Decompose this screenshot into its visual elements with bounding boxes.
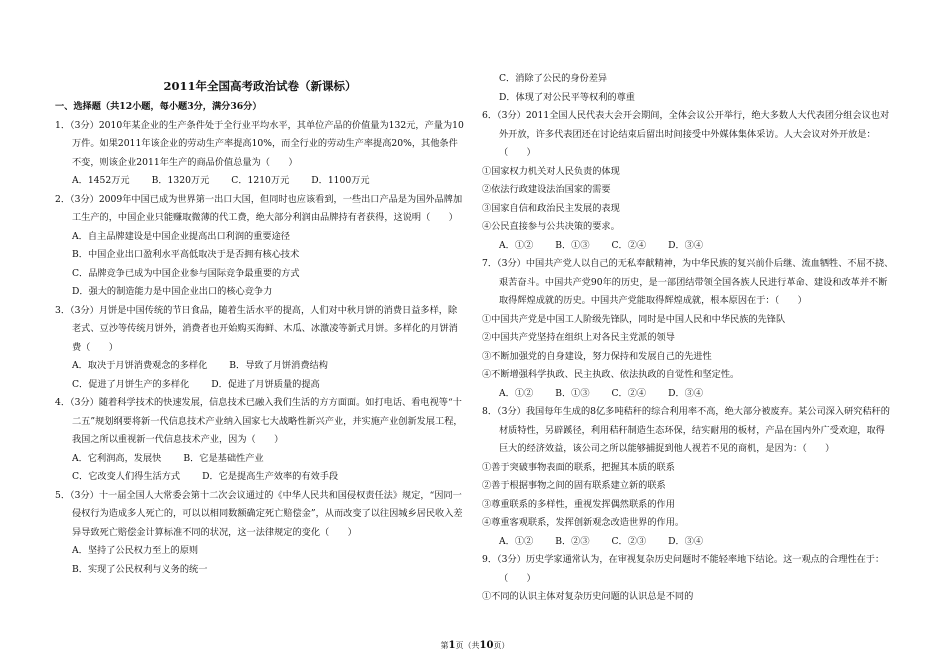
answer-option: B．它是基础性产业 bbox=[183, 452, 264, 464]
answer-option: B．中国企业出口盈利水平高低取决于是否拥有核心技术 bbox=[72, 249, 300, 260]
answer-option: C．②④ bbox=[611, 387, 647, 399]
answer-option: D．③④ bbox=[668, 239, 704, 251]
answer-option: C．品牌竞争已成为中国企业参与国际竞争最重要的方式 bbox=[72, 267, 300, 279]
answer-option: B．实现了公民权利与义务的统一 bbox=[72, 563, 208, 575]
page-number: 1 bbox=[448, 640, 456, 651]
statement-item: ①不同的认识主体对复杂历史问题的认识总是不同的 bbox=[482, 591, 694, 602]
answer-option: A．①② bbox=[499, 387, 534, 399]
right-column bbox=[482, 0, 894, 607]
answer-option: D．强大的制造能力是中国企业出口的核心竞争力 bbox=[72, 286, 273, 297]
answer-option: A．自主品牌建设是中国企业提高出口利润的重要途径 bbox=[72, 230, 290, 242]
answer-option: C．②③ bbox=[611, 535, 647, 547]
statement-item: ③尊重联系的多样性，重视发挥偶然联系的作用 bbox=[482, 498, 675, 510]
answer-option: B．1320万元 bbox=[151, 175, 210, 186]
answer-option: A．①② bbox=[499, 535, 534, 547]
answer-option: B．②③ bbox=[555, 535, 590, 547]
question-stem: 9．（3分）历史学家通常认为，在审视复杂历史问题时不能轻率地下结论。这一观点的合理性在于：（ ） bbox=[482, 554, 885, 584]
answer-options bbox=[55, 172, 465, 191]
question-stem: 4．（3分）随着科学技术的快速发展，信息技术已融入我们生活的方方面面。如打电话、看电视等“十二五”规划纲要将新一代信息技术产业纳入国家七大战略性新兴产业，并实施产业创新发展工程，我国之所以重视新一代信息技术产业，因为（ ） bbox=[55, 397, 463, 445]
answer-option: B．①③ bbox=[555, 239, 590, 251]
statement-item: ④公民直接参与公共决策的要求。 bbox=[482, 221, 620, 232]
statement-item: ④尊重客观联系，发挥创新观念改造世界的作用。 bbox=[482, 517, 685, 528]
answer-option: C．促进了月饼生产的多样化 bbox=[72, 378, 190, 390]
answer-option: A．取决于月饼消费观念的多样化 bbox=[72, 360, 208, 371]
answer-option: A．坚持了公民权力至上的原则 bbox=[72, 545, 199, 556]
statement-item: ④不断增强科学执政、民主执政、依法执政的自觉性和坚定性。 bbox=[482, 369, 740, 380]
answer-option: C．消除了公民的身份差异 bbox=[499, 73, 608, 84]
answer-option: A．①② bbox=[499, 239, 534, 251]
question-stem: 5．（3分）十一届全国人大常委会第十二次会议通过的《中华人民共和国侵权责任法》规定，“因同一侵权行为造成多人死亡的，可以以相同数额确定死亡赔偿金”，从而改变了以往因城乡居民收入差异导致死亡赔偿金计算标准不同的状况，这一法律规定的变化（ ） bbox=[55, 489, 463, 538]
statement-item: ③国家自信和政治民主发展的表现 bbox=[482, 202, 620, 214]
question-stem: 8．（3分）我国每年生成的8亿多吨秸秆的综合利用率不高，绝大部分被废弃。某公司深入研究秸秆的材质特性，另辟蹊径，利用秸秆制造生态环保，结实耐用的板材，产品在国内外广受欢迎，取得巨大的经济效益，该公司之所以能够捕捉到他人视若不见的商机，是因为：（ ） bbox=[482, 406, 890, 454]
answer-option: D．促进了月饼质量的提高 bbox=[211, 378, 320, 390]
answer-options bbox=[482, 237, 894, 256]
left-column bbox=[55, 0, 465, 579]
answer-options bbox=[55, 468, 465, 487]
answer-options bbox=[55, 376, 465, 395]
answer-option: B．①③ bbox=[555, 387, 590, 399]
answer-option: A．1452万元 bbox=[72, 175, 130, 186]
statement-item: ①国家权力机关对人民负责的体现 bbox=[482, 165, 620, 177]
question-stem: 7．（3分）中国共产党人以自己的无私奉献精神，为中华民族的复兴前仆后继、流血牺牲、不屈不挠、艰苦奋斗。中国共产党90年的历史，是一部团结带领全国各族人民进行革命、建设和改革并不断取得辉煌成就的历史。中国共产党能取得辉煌成就，根本原因在于：（ ） bbox=[482, 258, 894, 306]
answer-options bbox=[55, 357, 465, 376]
question-stem: 3．（3分）月饼是中国传统的节日食品，随着生活水平的提高，人们对中秋月饼的消费日益多样，除老式、豆沙等传统月饼外，消费者也开始购买海鲜、木瓜、冰激凌等新式月饼。多样化的月饼消费（ ） bbox=[55, 304, 458, 353]
answer-options bbox=[482, 533, 894, 552]
answer-option: D．1100万元 bbox=[311, 175, 370, 186]
page-title: 2011年全国高考政治试卷（新课标） bbox=[163, 79, 357, 93]
page-total: 10 bbox=[479, 640, 494, 651]
section-title: 一、选择题（共12小题，每小题3分，满分36分） bbox=[55, 101, 262, 112]
answer-option: C．②④ bbox=[611, 239, 647, 251]
answer-option: C．它改变人们得生活方式 bbox=[72, 471, 181, 482]
question-stem: 1．（3分）2010年某企业的生产条件处于全行业平均水平，其单位产品的价值量为132元，产量为10万件。如果2011年该企业的劳动生产率提高10%，而全行业的劳动生产率提高20%，其他条件不变，则该企业2011年生产的商品价值总量为（ ） bbox=[55, 119, 464, 168]
answer-option: D．③④ bbox=[668, 535, 704, 547]
statement-item: ②依法行政建设法治国家的需要 bbox=[482, 184, 611, 195]
answer-option: D．③④ bbox=[668, 387, 704, 399]
question-stem: 6．（3分）2011全国人民代表大会开会期间，全体会议公开举行，绝大多数人大代表团分组会议也对外开放，许多代表团还在讨论结束后留出时间接受中外媒体集体采访。人大会议对外开放是：（ ） bbox=[482, 110, 890, 158]
statement-item: ①中国共产党是中国工人阶级先锋队，同时是中国人民和中华民族的先锋队 bbox=[482, 313, 786, 325]
statement-item: ①善于突破事物表面的联系，把握其本质的联系 bbox=[482, 461, 675, 473]
statement-item: ②善于根据事物之间的固有联系建立新的联系 bbox=[482, 480, 666, 491]
answer-option: C．1210万元 bbox=[231, 175, 290, 186]
answer-option: B．导致了月饼消费结构 bbox=[229, 360, 328, 371]
answer-option: D．它是提高生产效率的有效手段 bbox=[202, 471, 339, 482]
answer-option: A．它利润高，发展快 bbox=[72, 452, 162, 464]
answer-option: D．体现了对公民平等权利的尊重 bbox=[499, 91, 635, 103]
answer-options bbox=[55, 450, 465, 469]
answer-options bbox=[482, 385, 894, 404]
statement-item: ③不断加强党的自身建设，努力保持和发展自己的先进性 bbox=[482, 350, 712, 362]
page-footer: 第1页（共10页） bbox=[440, 640, 510, 651]
question-stem: 2．（3分）2009年中国已成为世界第一出口大国，但同时也应该看到，一些出口产品是为国外品牌加工生产的，中国企业只能赚取微薄的代工费，绝大部分利润由品牌持有者获得，这说明（ ） bbox=[55, 193, 463, 223]
statement-item: ②中国共产党坚持在组织上对各民主党派的领导 bbox=[482, 332, 675, 343]
